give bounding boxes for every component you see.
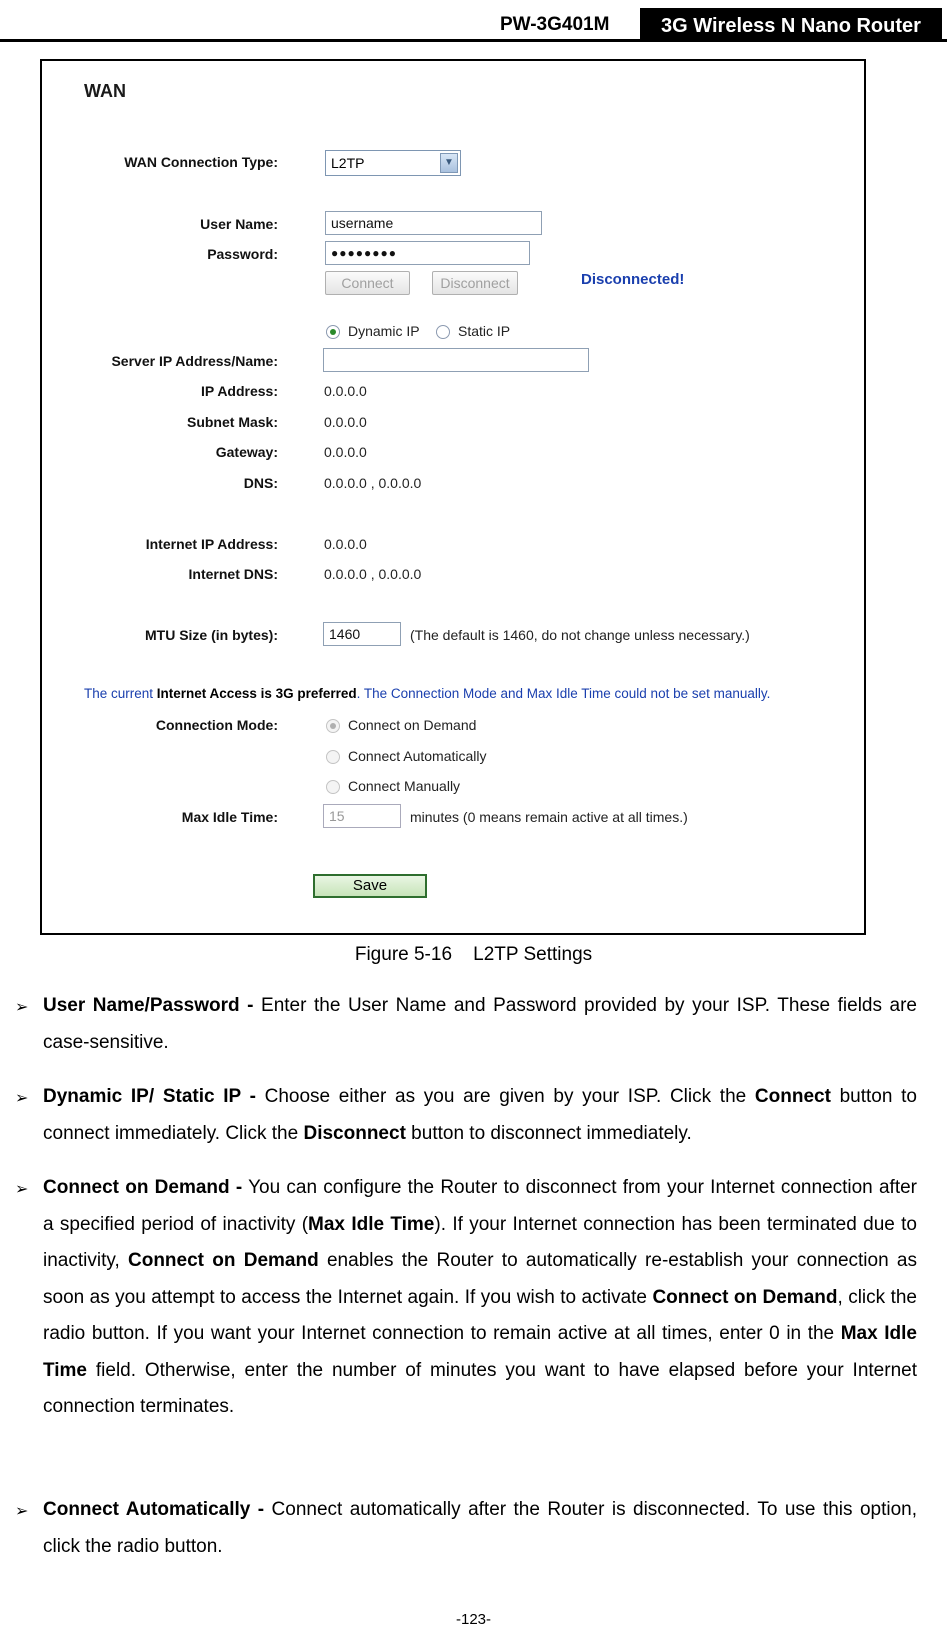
subnet-value: 0.0.0.0: [324, 414, 367, 430]
header-product: 3G Wireless N Nano Router: [640, 8, 942, 40]
term: User Name/Password -: [43, 995, 254, 1016]
term: Disconnect: [303, 1122, 406, 1144]
term: Connect on Demand: [128, 1250, 319, 1271]
term: Connect Automatically -: [43, 1499, 265, 1520]
para-connect-automatically: [43, 1492, 917, 1565]
text: button to connect immediately. Click the: [43, 1086, 917, 1144]
mode-demand-radio[interactable]: [326, 719, 340, 733]
para-username-password: [43, 988, 917, 1061]
text: You can configure the Router to disconnect from your Internet connection after a specified period of inactivity (: [43, 1177, 917, 1235]
mode-demand-label: Connect on Demand: [348, 717, 477, 733]
ip-label: IP Address:: [200, 383, 278, 399]
chevron-down-icon: ▼: [440, 153, 458, 173]
username-label: User Name:: [200, 216, 278, 232]
mode-manual-label: Connect Manually: [348, 778, 461, 794]
internet-ip-label: Internet IP Address:: [145, 536, 278, 552]
text: ). If your Internet connection has been terminated due to inactivity,: [43, 1213, 917, 1271]
term: Max Idle Time: [43, 1323, 917, 1381]
static-ip-radio[interactable]: [436, 325, 450, 339]
term: Dynamic IP/ Static IP -: [43, 1086, 256, 1107]
figure-title: WAN: [84, 81, 126, 101]
disconnect-button[interactable]: Disconnect: [432, 271, 518, 295]
header-model: PW-3G401M: [500, 14, 610, 35]
para-dynamic-static-ip: [43, 1079, 917, 1152]
text: Connect automatically after the Router is disconnected. To use this option, click the radio button.: [43, 1499, 917, 1557]
gateway-value: 0.0.0.0: [324, 444, 367, 460]
note-bold: Internet Access is 3G preferred: [156, 686, 357, 701]
idle-input[interactable]: 15: [323, 804, 401, 828]
note-suffix: . The Connection Mode and Max Idle Time could not be set manually.: [356, 686, 771, 701]
username-input[interactable]: username: [325, 211, 542, 235]
internet-dns-label: Internet DNS:: [188, 566, 278, 582]
bullet-arrow-icon: ➢: [15, 1181, 29, 1198]
password-input[interactable]: ●●●●●●●●: [325, 241, 530, 265]
mtu-input[interactable]: 1460: [323, 622, 401, 646]
internet-ip-value: 0.0.0.0: [324, 536, 367, 552]
text: Enter the User Name and Password provided by your ISP. These fields are case-sensitive.: [43, 995, 918, 1053]
internet-dns-value: 0.0.0.0 , 0.0.0.0: [324, 566, 422, 582]
static-ip-label: Static IP: [458, 323, 511, 339]
wan-type-value: L2TP: [331, 155, 365, 171]
bullet-arrow-icon: ➢: [15, 1090, 29, 1107]
password-label: Password:: [207, 246, 278, 262]
idle-hint: minutes (0 means remain active at all times.): [410, 809, 688, 825]
mode-auto-label: Connect Automatically: [348, 748, 487, 764]
bullet-arrow-icon: ➢: [15, 1503, 29, 1520]
text: field. Otherwise, enter the number of minutes you want to have elapsed before your Internet connection terminates.: [43, 1359, 917, 1417]
server-input[interactable]: [323, 348, 589, 372]
mtu-label: MTU Size (in bytes):: [144, 627, 278, 643]
mode-auto-radio[interactable]: [326, 750, 340, 764]
mode-manual-radio[interactable]: [326, 780, 340, 794]
idle-label: Max Idle Time:: [181, 809, 278, 825]
dns-value: 0.0.0.0 , 0.0.0.0: [324, 475, 422, 491]
ip-value: 0.0.0.0: [324, 383, 367, 399]
term: Connect: [754, 1086, 831, 1107]
term: Max Idle Time: [308, 1213, 435, 1235]
term: Connect on Demand -: [43, 1177, 243, 1198]
text: button to disconnect immediately.: [405, 1122, 692, 1144]
dynamic-ip-label: Dynamic IP: [348, 323, 420, 339]
bullet-arrow-icon: ➢: [15, 999, 29, 1016]
connect-button[interactable]: Connect: [325, 271, 410, 295]
wan-type-label: WAN Connection Type:: [124, 154, 278, 170]
text: Choose either as you are given by your ISP. Click the: [255, 1086, 755, 1107]
term: Connect on Demand: [652, 1286, 838, 1308]
wan-type-select[interactable]: [325, 150, 461, 176]
figure-caption: Figure 5-16 L2TP Settings: [354, 944, 593, 965]
note-prefix: The current: [84, 686, 154, 701]
dns-label: DNS:: [243, 475, 278, 491]
mtu-hint: (The default is 1460, do not change unless necessary.): [410, 627, 750, 643]
access-note: [84, 686, 770, 701]
page-number: -123-: [455, 1611, 492, 1628]
text: , click the radio button. If you want your Internet connection to remain active at all times, enter 0 in the: [43, 1286, 917, 1344]
para-connect-on-demand: [43, 1170, 917, 1426]
gateway-label: Gateway:: [215, 444, 278, 460]
connection-status: Disconnected!: [581, 271, 685, 288]
text: enables the Router to automatically re-establish your connection as soon as you attempt to access the Internet again. If you wish to activate: [43, 1250, 917, 1308]
mode-label: Connection Mode:: [155, 717, 278, 733]
subnet-label: Subnet Mask:: [186, 414, 278, 430]
wan-settings-figure: [40, 59, 866, 935]
server-label: Server IP Address/Name:: [111, 353, 278, 369]
dynamic-ip-radio[interactable]: [326, 325, 340, 339]
header-rule: [0, 39, 947, 42]
save-button[interactable]: Save: [313, 874, 427, 898]
